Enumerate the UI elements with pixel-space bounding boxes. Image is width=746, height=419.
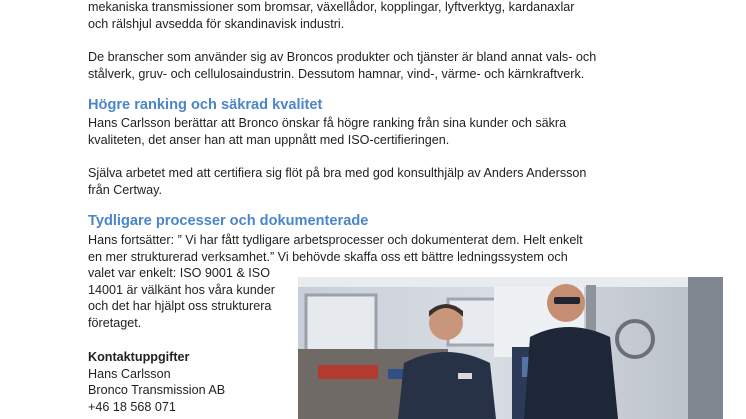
section1-p1-line-2: kvaliteten, det anser han att man uppnått med ISO-certifieringen.: [88, 132, 450, 147]
section2-line-6: företaget.: [88, 316, 142, 330]
section-heading-processes: Tydligare processer och dokumenterade: [88, 213, 369, 229]
section2-line-5: och det har hjälpt oss strukturera: [88, 299, 272, 314]
contact-phone: +46 18 568 071: [88, 399, 176, 414]
ceiling-light: [298, 277, 723, 287]
intro-line-2: och rälshjul avsedda för skandinavisk industri.: [88, 16, 345, 31]
intro-line-1: mekaniska transmissioner som bromsar, växellådor, kopplingar, lyftverktyg, kardanaxlar: [88, 0, 575, 14]
worker-left-badge: [458, 373, 472, 379]
section2-line-4: 14001 är välkänt hos våra kunder: [88, 282, 275, 297]
worker-right-body: [524, 327, 618, 419]
contact-company: Bronco Transmission AB: [88, 383, 226, 398]
section2-line-2: en mer strukturerad verksamhet.” Vi behövde skaffa oss ett bättre ledningssystem och: [88, 249, 568, 264]
section1-p2-line-2: från Certway.: [88, 182, 162, 197]
branches-line-1: De branscher som använder sig av Broncos produkter och tjänster är bland annat vals- och: [88, 50, 597, 64]
contact-name: Hans Carlsson: [88, 366, 171, 381]
section-heading-quality: Högre ranking och säkrad kvalitet: [88, 97, 323, 113]
section2-line-3: valet var enkelt: ISO 9001 & ISO: [88, 266, 271, 281]
right-frame: [688, 277, 723, 419]
section1-p1-line-1: Hans Carlsson berättar att Bronco önskar få högre ranking från sina kunder och säkra: [88, 116, 567, 130]
section1-p2-line-1: Själva arbetet med att certifiera sig flöt på bra med god konsulthjälp av Anders Andersson: [88, 166, 587, 180]
workshop-photo-illustration: [298, 277, 723, 419]
red-tool: [318, 365, 378, 379]
workshop-photo: [298, 277, 723, 419]
worker-left-body: [398, 352, 496, 419]
section2-line-1: Hans fortsätter: ” Vi har fått tydligare arbetsprocesser och dokumenterat dem. Helt enkelt: [88, 233, 583, 247]
worker-right-glasses: [554, 297, 580, 304]
branches-line-2: stålverk, gruv- och cellulosaindustrin. Dessutom hamnar, vind-, värme- och kärnkraftverk.: [88, 66, 585, 81]
contact-heading: Kontaktuppgifter: [88, 350, 190, 364]
